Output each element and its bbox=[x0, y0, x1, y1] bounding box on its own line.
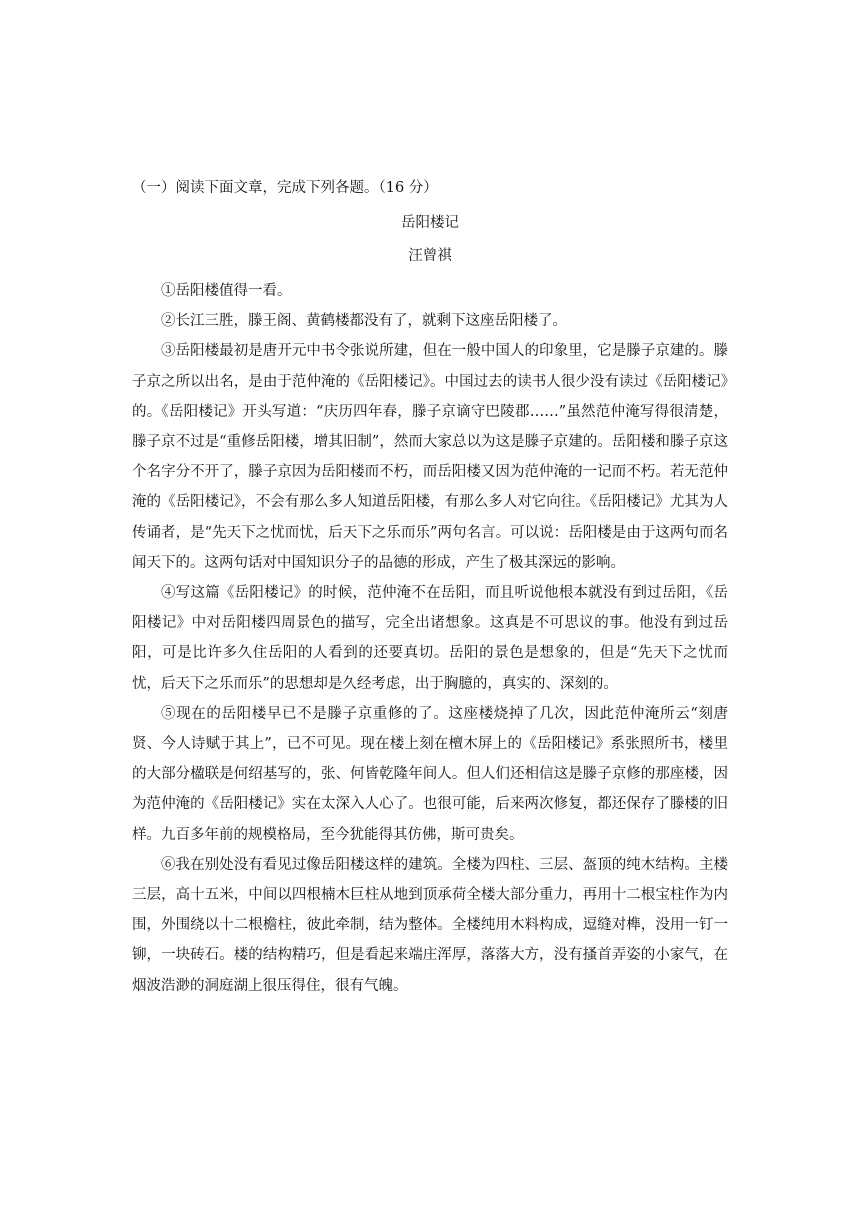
article-title: 岳阳楼记 bbox=[401, 215, 459, 231]
paragraph-1: ①岳阳楼值得一看。 bbox=[161, 283, 292, 299]
paragraph-6: ⑥我在别处没有看见过像岳阳楼这样的建筑。全楼为四柱、三层、盔顶的纯木结构。主楼三层，高十五米，中间以四根楠木巨柱从地到顶承荷全楼大部分重力，再用十二根宝柱作为内围，外围绕以十二根檐柱，彼此牵制，结为整体。全楼纯用木料构成，逗缝对榫，没用一钉一铆，一块砖石。楼的结构精巧，但是看起来端庄浑厚，落落大方，没有搔首弄姿的小家气，在烟波浩渺的洞庭湖上很压得住，很有气魄。 bbox=[132, 856, 728, 994]
paragraph-2: ②长江三胜，滕王阁、黄鹤楼都没有了，就剩下这座岳阳楼了。 bbox=[161, 313, 567, 330]
article-author: 汪曾祺 bbox=[408, 248, 452, 264]
article-body bbox=[132, 276, 728, 1001]
paragraph-5: ⑤现在的岳阳楼早已不是滕子京重修的了。这座楼烧掉了几次，因此范仲淹所云“刻唐贤、今人诗赋于其上”，已不可见。现在楼上刻在檀木屏上的《岳阳楼记》系张照所书，楼里的大部分楹联是何绍基写的，张、何皆乾隆年间人。但人们还相信这是滕子京修的那座楼，因为范仲淹的《岳阳楼记》实在太深入人心了。也很可能，后来两次修复，都还保存了滕楼的旧样。九百多年前的规模格局，至今犹能得其仿佛，斯可贵矣。 bbox=[132, 705, 728, 843]
paragraph-3: ③岳阳楼最初是唐开元中书令张说所建，但在一般中国人的印象里，它是滕子京建的。滕子京之所以出名，是由于范仲淹的《岳阳楼记》。中国过去的读书人很少没有读过《岳阳楼记》的。《岳阳楼记》开头写道：“庆历四年春，滕子京谪守巴陵郡……”虽然范仲淹写得很清楚，滕子京不过是“重修岳阳楼，增其旧制”，然而大家总以为这是滕子京建的。岳阳楼和滕子京这个名字分不开了，滕子京因为岳阳楼而不朽，而岳阳楼又因为范仲淹的一记而不朽。若无范仲淹的《岳阳楼记》，不会有那么多人知道岳阳楼，有那么多人对它向往。《岳阳楼记》尤其为人传诵者，是“先天下之忧而忧，后天下之乐而乐”两句名言。可以说：岳阳楼是由于这两句而名闻天下的。这两句话对中国知识分子的品德的形成，产生了极其深远的影响。 bbox=[132, 343, 728, 571]
paragraph-4: ④写这篇《岳阳楼记》的时候，范仲淹不在岳阳，而且听说他根本就没有到过岳阳，《岳阳楼记》中对岳阳楼四周景色的描写，完全出诸想象。这真是不可思议的事。他没有到过岳阳，可是比许多久住岳阳的人看到的还要真切。岳阳的景色是想象的，但是“先天下之忧而忧，后天下之乐而乐”的思想却是久经考虑，出于胸臆的，真实的、深刻的。 bbox=[132, 585, 728, 692]
section-heading: （一）阅读下面文章，完成下列各题。（16 分） bbox=[132, 180, 438, 196]
